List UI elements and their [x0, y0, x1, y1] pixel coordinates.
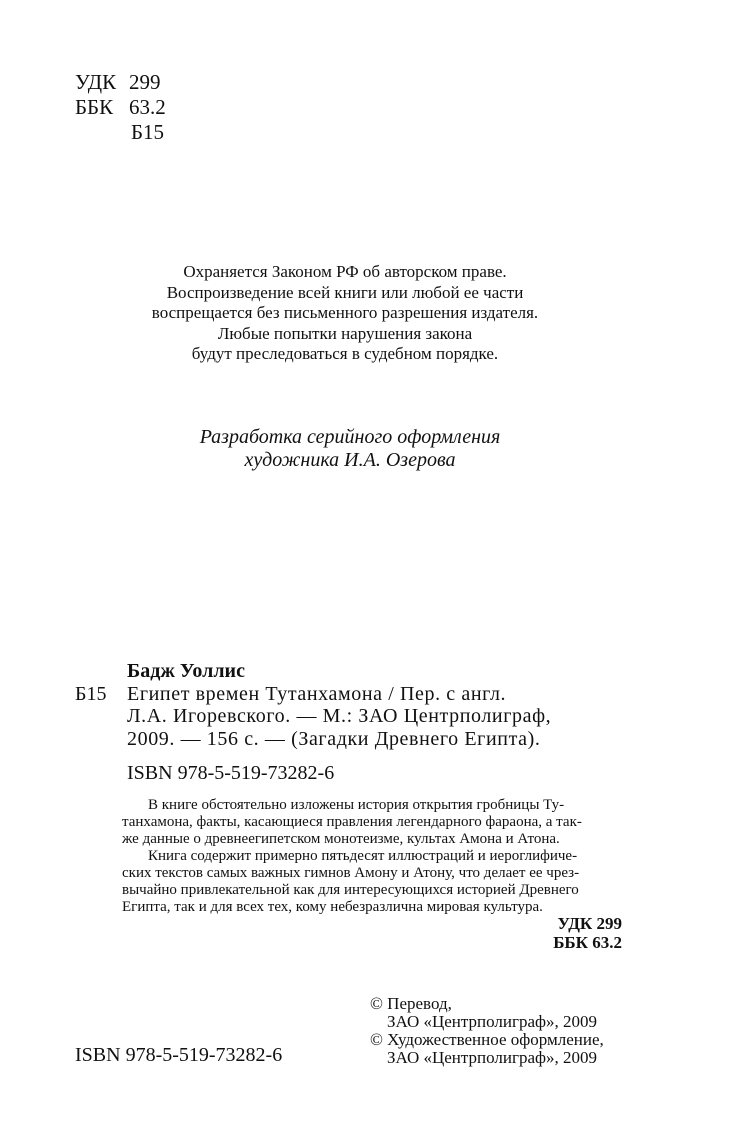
translation-holder: ЗАО «Центрполиграф», 2009 [387, 1012, 598, 1031]
copyright-line: воспрещается без письменного разрешения издателя. [151, 303, 539, 322]
bbk-code: ББК 63.2 [553, 933, 622, 952]
copyright-line: Воспроизведение всей книги или любой ее части [166, 282, 524, 302]
copyright-line: Любые попытки нарушения закона [217, 323, 473, 343]
classification-top [75, 70, 166, 145]
copyright-notice [0, 262, 690, 365]
udk-row [75, 70, 166, 95]
translation-rights: © Перевод, [370, 994, 452, 1013]
bibliographic-isbn: ISBN 978-5-519-73282-6 [127, 762, 335, 784]
book-author: Бадж Уоллис [127, 660, 245, 682]
bbk-row [75, 95, 166, 120]
design-holder: ЗАО «Центрполиграф», 2009 [387, 1048, 598, 1067]
udk-value: 299 [129, 70, 161, 94]
udk-code: УДК 299 [557, 914, 622, 933]
copyright-line: будут преследоваться в судебном порядке. [191, 344, 499, 363]
annotation-line: же данные о древнеегипетском монотеизме, культах Амона и Атона. [122, 831, 560, 847]
author-mark: Б15 [131, 120, 165, 144]
bibliographic-entry [75, 683, 615, 751]
copyright-line: Охраняется Законом РФ об авторском праве. [183, 262, 507, 281]
annotation-line: танхамона, факты, касающиеся правления легендарного фараона, а так- [122, 814, 582, 830]
udk-label: УДК [75, 70, 117, 94]
classification-bottom [553, 914, 622, 952]
design-credit-line: художника И.А. Озерова [244, 449, 456, 471]
design-credit [0, 426, 700, 472]
annotation-line: Книга содержит примерно пятьдесят иллюстраций и иероглифиче- [148, 848, 578, 864]
rights-block [370, 995, 604, 1067]
isbn-bottom: ISBN 978-5-519-73282-6 [75, 1044, 283, 1066]
design-credit-line: Разработка серийного оформления [199, 426, 501, 448]
design-rights: © Художественное оформление, [370, 1030, 604, 1049]
annotation-line: Египта, так и для всех тех, кому небезразлична мировая культура. [122, 899, 543, 915]
bibliographic-line: Египет времен Тутанхамона / Пер. с англ. [127, 682, 507, 705]
bibliographic-line: 2009. — 156 с. — (Загадки Древнего Египта). [127, 727, 541, 750]
bibliographic-record [75, 660, 615, 785]
annotation [122, 797, 618, 916]
bibliographic-text [127, 683, 615, 751]
bbk-value: 63.2 [129, 95, 166, 119]
annotation-line: В книге обстоятельно изложены история открытия гробницы Ту- [148, 797, 565, 813]
bbk-label: ББК [75, 95, 114, 119]
bibliographic-code: Б15 [75, 682, 107, 705]
bibliographic-line: Л.А. Игоревского. — М.: ЗАО Центрполиграф, [127, 705, 552, 727]
annotation-line: вычайно привлекательной как для интересующихся историей Древнего [122, 882, 579, 898]
annotation-line: ских текстов самых важных гимнов Амону и Атону, что делает ее чрез- [122, 865, 580, 881]
